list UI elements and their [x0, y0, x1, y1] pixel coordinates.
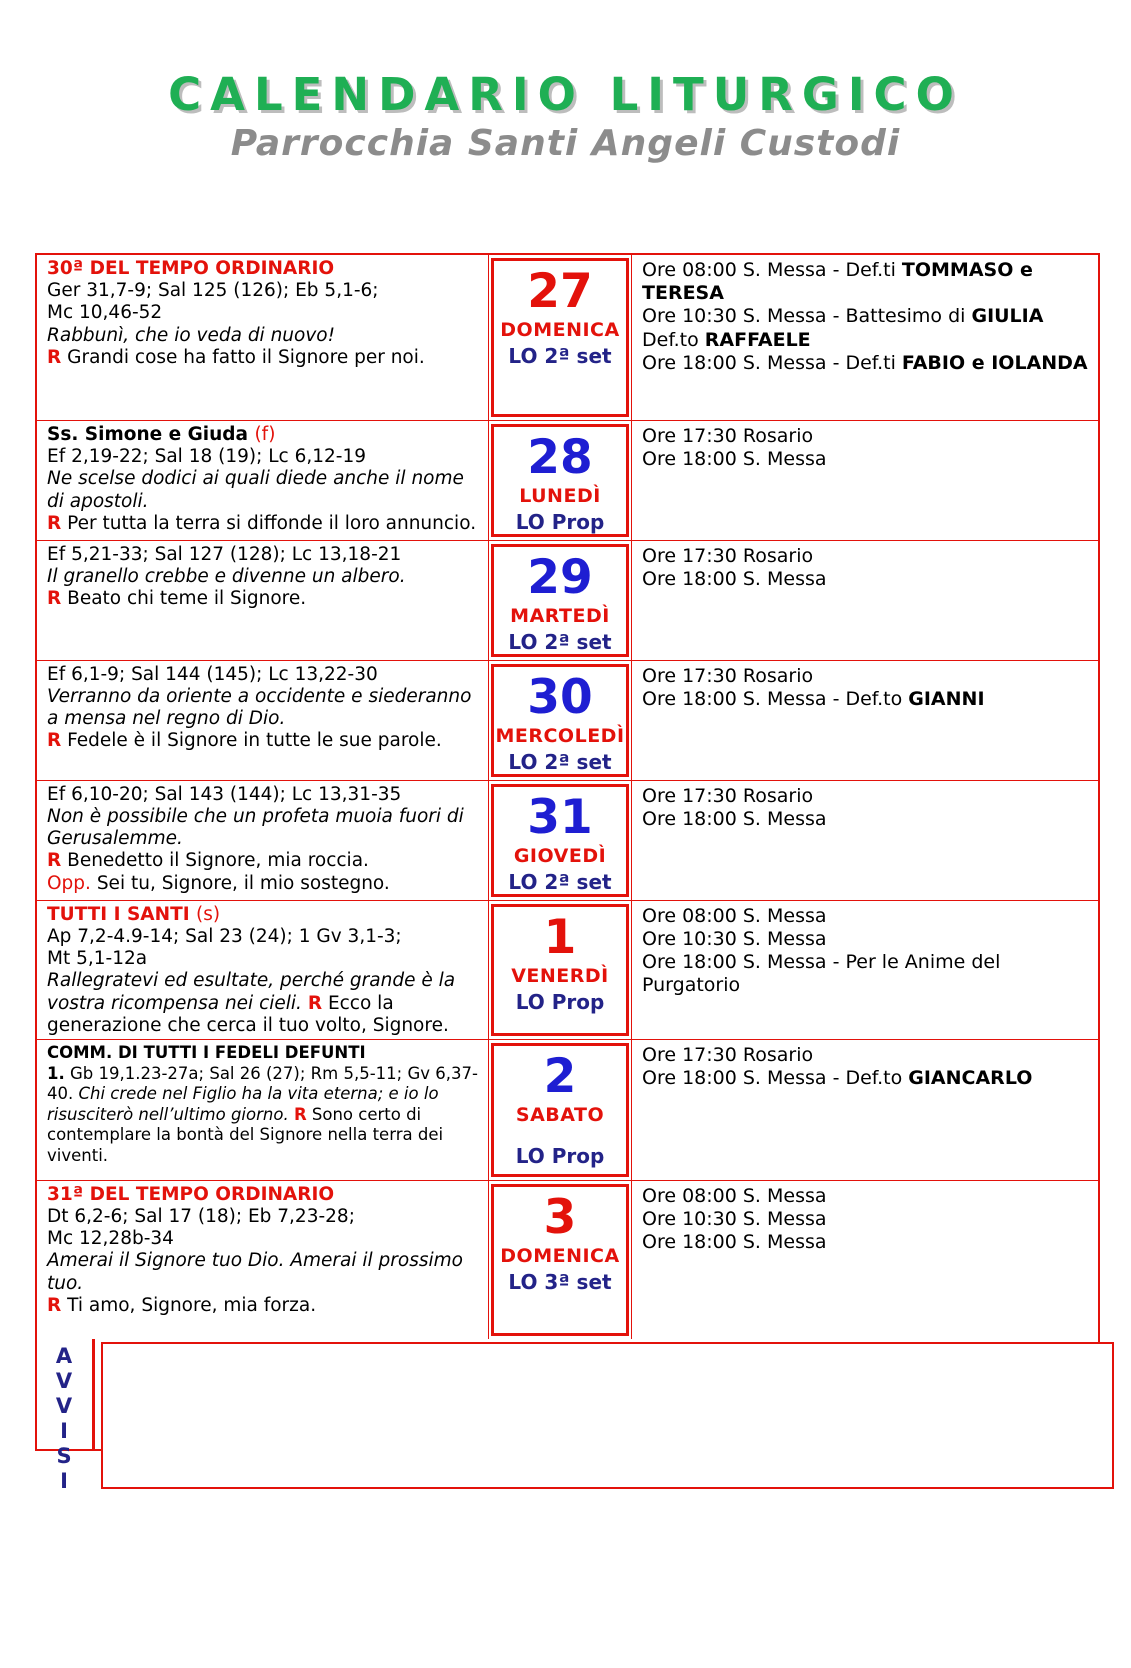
text-line: [642, 928, 1090, 951]
day-number: 3: [543, 1189, 577, 1245]
text-segment: Ore 17:30 Rosario: [642, 1043, 814, 1066]
text-segment: Ore 18:00 S. Messa: [642, 568, 827, 591]
liturgy-week-label: LO 3ª set: [508, 1269, 612, 1294]
day-number: 27: [527, 264, 593, 319]
text-segment: Beato chi teme il Signore.: [61, 588, 307, 610]
day-number: 31: [527, 789, 593, 845]
day-number: 30: [527, 669, 593, 725]
text-segment: R: [47, 346, 62, 368]
text-segment: Ore 10:30 S. Messa: [642, 927, 827, 950]
text-line: [47, 1184, 480, 1206]
day-cell: [489, 901, 632, 1039]
liturgy-week-label: LO 2ª set: [508, 749, 612, 774]
text-line: [47, 1043, 480, 1064]
readings-cell: [37, 1181, 489, 1339]
text-segment: Ti amo, Signore, mia forza.: [61, 1294, 317, 1316]
text-segment: Ecco la generazione che cerca il tuo volto, Signore.: [47, 992, 449, 1036]
text-line: [47, 686, 480, 730]
schedule-cell: [632, 255, 1098, 420]
calendar-row: [37, 1039, 1098, 1180]
text-segment: Ore 08:00 S. Messa: [642, 1184, 827, 1207]
day-box: [491, 1043, 629, 1177]
calendar-row: [37, 780, 1098, 900]
text-segment: Ne scelse dodici ai quali diede anche il nome di apostoli.: [47, 468, 464, 512]
text-segment: Rabbunì, che io veda di nuovo!: [47, 324, 336, 346]
text-segment: Ger 31,7-9; Sal 125 (126); Eb 5,1-6;: [47, 280, 379, 302]
text-line: [47, 468, 480, 512]
day-cell: [489, 255, 632, 420]
text-segment: Ore 08:00 S. Messa: [642, 904, 827, 927]
text-segment: Per tutta la terra si diffonde il loro annuncio.: [61, 512, 477, 534]
day-box: [491, 784, 629, 897]
day-cell: [489, 1040, 632, 1180]
text-segment: Mt 5,1-12a: [47, 948, 148, 970]
text-segment: R: [47, 512, 62, 534]
day-name: SABATO: [515, 1103, 605, 1126]
schedule-cell: [632, 1181, 1098, 1339]
text-segment: R: [293, 1104, 307, 1124]
calendar-row: [37, 540, 1098, 660]
text-segment: Ef 5,21-33; Sal 127 (128); Lc 13,18-21: [47, 543, 402, 565]
text-line: [47, 1250, 480, 1294]
day-cell: [489, 661, 632, 780]
text-line: [642, 1208, 1090, 1231]
text-line: [47, 970, 480, 1037]
avvisi-letter: S: [56, 1443, 72, 1468]
text-line: [47, 1064, 480, 1167]
text-segment: Ss. Simone e Giuda: [47, 424, 255, 445]
text-line: [47, 904, 480, 926]
day-name: GIOVEDÌ: [513, 844, 607, 867]
text-segment: Non è possibile che un profeta muoia fuori di Gerusalemme.: [47, 806, 464, 850]
day-name: DOMENICA: [500, 318, 620, 341]
day-name: MERCOLEDÌ: [495, 724, 625, 747]
text-line: [642, 1185, 1090, 1208]
liturgical-calendar-table: [35, 253, 1100, 1493]
text-segment: GIULIA: [971, 305, 1044, 328]
text-line: [642, 688, 1090, 711]
text-segment: R: [47, 730, 62, 752]
day-box: [491, 544, 629, 657]
text-line: [47, 1295, 480, 1317]
text-line: [47, 730, 480, 752]
readings-cell: [37, 901, 489, 1039]
text-line: [47, 566, 480, 588]
text-segment: Ore 17:30 Rosario: [642, 425, 814, 447]
page-subtitle: Parrocchia Santi Angeli Custodi: [230, 123, 901, 164]
text-segment: Verranno da oriente a occidente e siederanno a mensa nel regno di Dio.: [47, 686, 472, 730]
text-line: [642, 352, 1090, 375]
text-line: [47, 258, 480, 280]
text-segment: GIANNI: [908, 688, 985, 711]
avvisi-letter: I: [60, 1468, 68, 1493]
avvisi-letter: A: [55, 1343, 73, 1368]
text-line: [642, 305, 1090, 351]
day-box: [491, 1184, 629, 1336]
text-segment: Ore 17:30 Rosario: [642, 784, 814, 807]
text-line: [47, 948, 480, 970]
text-segment: Il granello crebbe e divenne un albero.: [47, 566, 406, 588]
schedule-cell: [632, 541, 1098, 660]
readings-cell: [37, 781, 489, 900]
calendar-row: [37, 420, 1098, 540]
text-segment: Ore 18:00 S. Messa: [642, 448, 827, 471]
day-box: [491, 904, 629, 1036]
text-line: [47, 588, 480, 610]
text-line: [642, 808, 1090, 831]
avvisi-letter: V: [55, 1368, 73, 1393]
calendar-row: [37, 900, 1098, 1039]
text-segment: Ef 6,1-9; Sal 144 (145); Lc 13,22-30: [47, 663, 378, 685]
text-line: [47, 664, 480, 686]
text-line: [47, 544, 480, 566]
avvisi-letter: V: [55, 1393, 73, 1418]
text-segment: Ore 18:00 S. Messa: [642, 1231, 827, 1254]
text-segment: Chi crede nel Figlio ha la vita eterna; e io lo risusciterò nell’ultimo giorno.: [47, 1084, 439, 1124]
text-line: [47, 850, 480, 872]
text-segment: Def.to: [642, 328, 705, 351]
text-segment: TUTTI I SANTI: [47, 903, 197, 925]
text-segment: Amerai il Signore tuo Dio. Amerai il prossimo tuo.: [47, 1250, 463, 1294]
text-line: [47, 302, 480, 324]
text-segment: Ore 08:00 S. Messa - Def.ti: [642, 259, 902, 281]
text-segment: Ap 7,2-4.9-14; Sal 23 (24); 1 Gv 3,1-3;: [47, 925, 402, 947]
schedule-cell: [632, 901, 1098, 1039]
day-name: LUNEDÌ: [519, 484, 601, 507]
liturgy-week-label: LO 2ª set: [508, 629, 612, 654]
text-segment: Ore 10:30 S. Messa: [642, 1208, 827, 1231]
avvisi-divider-line: [92, 1339, 95, 1449]
day-name: DOMENICA: [500, 1244, 620, 1267]
text-segment: 31ª DEL TEMPO ORDINARIO: [47, 1183, 335, 1205]
text-line: [47, 325, 480, 347]
avvisi-vertical-label: [37, 1344, 91, 1494]
liturgy-week-label: LO Prop: [515, 1143, 605, 1168]
text-segment: Ore 18:00 S. Messa - Per le Anime del Purgatorio: [642, 951, 1001, 997]
text-line: [47, 806, 480, 850]
text-line: [47, 513, 480, 535]
schedule-cell: [632, 1040, 1098, 1180]
text-segment: RAFFAELE: [704, 328, 811, 351]
text-line: [47, 926, 480, 948]
text-segment: Rallegratevi ed esultate, perché grande è la vostra ricompensa nei cieli.: [47, 970, 456, 1014]
day-cell: [489, 1181, 632, 1339]
day-name: VENERDÌ: [511, 964, 609, 987]
day-number: 2: [543, 1048, 577, 1104]
text-line: [642, 1067, 1090, 1090]
text-line: [47, 1228, 480, 1250]
text-line: [47, 424, 480, 446]
text-segment: Sono certo di contemplare la bontà del Signore nella terra dei viventi.: [47, 1104, 444, 1165]
text-segment: Opp.: [47, 872, 91, 894]
day-number: 28: [527, 430, 593, 485]
liturgy-week-label: LO Prop: [515, 509, 605, 534]
text-segment: Ore 18:00 S. Messa: [642, 807, 827, 830]
schedule-cell: [632, 781, 1098, 900]
text-line: [642, 425, 1090, 448]
calendar-rows: [37, 255, 1098, 1339]
text-segment: (s): [196, 903, 221, 925]
text-segment: 1.: [47, 1063, 65, 1083]
text-line: [642, 785, 1090, 808]
text-segment: Ef 2,19-22; Sal 18 (19); Lc 6,12-19: [47, 446, 366, 468]
text-segment: TOMMASO e TERESA: [642, 259, 1033, 305]
schedule-cell: [632, 661, 1098, 780]
text-line: [642, 905, 1090, 928]
day-cell: [489, 421, 632, 540]
text-segment: Gb 19,1.23-27a; Sal 26 (27); Rm 5,5-11; Gv 6,37-40.: [47, 1063, 478, 1104]
text-segment: Ore 18:00 S. Messa - Def.to: [642, 1067, 909, 1090]
text-segment: Ef 6,10-20; Sal 143 (144); Lc 13,31-35: [47, 783, 402, 805]
text-segment: R: [47, 1294, 62, 1316]
text-segment: Dt 6,2-6; Sal 17 (18); Eb 7,23-28;: [47, 1206, 355, 1228]
text-segment: 30ª DEL TEMPO ORDINARIO: [47, 258, 335, 279]
readings-cell: [37, 421, 489, 540]
text-segment: R: [307, 992, 323, 1014]
text-segment: Ore 17:30 Rosario: [642, 544, 814, 567]
day-number: 29: [527, 549, 593, 605]
text-segment: R: [47, 588, 62, 610]
readings-cell: [37, 541, 489, 660]
text-segment: Ore 18:00 S. Messa - Def.to: [642, 688, 909, 711]
text-line: [642, 1044, 1090, 1067]
day-name: MARTEDÌ: [510, 604, 610, 627]
text-line: [642, 951, 1090, 997]
text-segment: Mc 12,28b-34: [47, 1228, 174, 1250]
day-box: [491, 258, 629, 417]
avvisi-row: [37, 1339, 1098, 1493]
text-segment: FABIO e IOLANDA: [901, 351, 1088, 374]
readings-cell: [37, 661, 489, 780]
schedule-cell: [632, 421, 1098, 540]
liturgy-week-label: LO Prop: [515, 989, 605, 1014]
text-line: [642, 448, 1090, 471]
text-segment: GIANCARLO: [908, 1067, 1033, 1090]
text-line: [47, 1206, 480, 1228]
readings-cell: [37, 1040, 489, 1180]
liturgy-week-label: LO 2ª set: [508, 869, 612, 894]
text-segment: R: [47, 850, 62, 872]
text-segment: Ore 10:30 S. Messa - Battesimo di: [642, 305, 972, 328]
text-segment: Fedele è il Signore in tutte le sue parole.: [61, 730, 442, 752]
page-title: CALENDARIO LITURGICO: [168, 68, 963, 121]
calendar-row: [37, 1180, 1098, 1339]
day-box: [491, 424, 629, 537]
text-segment: (f): [254, 424, 276, 445]
readings-cell: [37, 255, 489, 420]
text-segment: Grandi cose ha fatto il Signore per noi.: [61, 346, 425, 368]
text-segment: COMM. DI TUTTI I FEDELI DEFUNTI: [47, 1042, 366, 1062]
day-box: [491, 664, 629, 777]
text-line: [642, 545, 1090, 568]
calendar-row: [37, 660, 1098, 780]
text-line: [47, 784, 480, 806]
day-number: 1: [543, 909, 577, 965]
text-segment: Benedetto il Signore, mia roccia.: [61, 850, 369, 872]
text-line: [47, 280, 480, 302]
text-line: [642, 568, 1090, 591]
calendar-row: [37, 255, 1098, 420]
avvisi-empty-box: [101, 1342, 1114, 1489]
liturgy-week-label: LO 2ª set: [508, 343, 612, 368]
text-segment: Ore 17:30 Rosario: [642, 664, 814, 687]
text-segment: Mc 10,46-52: [47, 302, 163, 324]
text-line: [47, 347, 480, 369]
text-line: [47, 873, 480, 895]
text-line: [47, 446, 480, 468]
avvisi-letter: I: [60, 1418, 68, 1443]
day-cell: [489, 541, 632, 660]
text-line: [642, 665, 1090, 688]
text-segment: Sei tu, Signore, il mio sostegno.: [90, 872, 390, 894]
text-line: [642, 259, 1090, 305]
text-line: [642, 1231, 1090, 1254]
day-cell: [489, 781, 632, 900]
text-segment: Ore 18:00 S. Messa - Def.ti: [642, 351, 902, 374]
